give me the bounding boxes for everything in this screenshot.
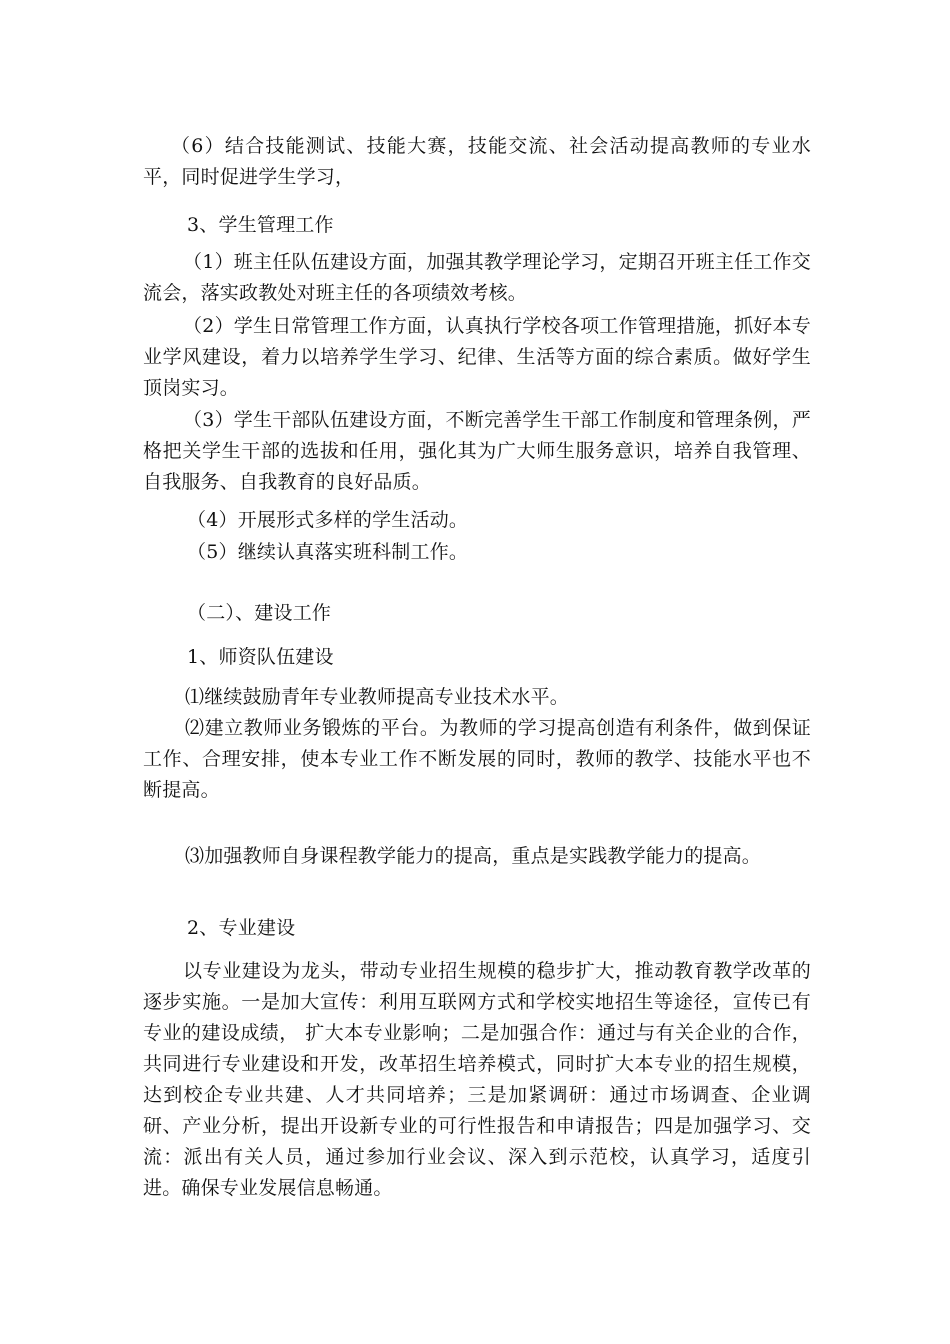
paragraph-major-development: 以专业建设为龙头，带动专业招生规模的稳步扩大，推动教育教学改革的逐步实施。一是加大宣传：利用互联网方式和学校实地招生等途径，宣传已有专业的建设成绩， 扩大本专业影响；二是加强合作：通过与有关企业的合作，共同进行专业建设和开发，改革招生培养模式，同时扩大本专业的招生规模，达到校企专业共建、人才共同培养；三是加紧调研：通过市场调查、企业调研、产业分析，提出开设新专业的可行性报告和申请报告；四是加强学习、交流：派出有关人员，通过参加行业会议、深入到示范校，认真学习，适度引进。确保专业发展信息畅通。 <box>143 960 811 1199</box>
paragraph-teaching-ability: ⑶加强教师自身课程教学能力的提高，重点是实践教学能力的提高。 <box>185 845 762 867</box>
paragraph-2-daily-management: （2）学生日常管理工作方面，认真执行学校各项工作管理措施，抓好本专业学风建设，着力以培养学生学习、纪律、生活等方面的综合素质。做好学生顶岗实习。 <box>143 315 811 399</box>
heading-teacher-team: 1、师资队伍建设 <box>187 646 334 668</box>
heading-construction-work: （二）、建设工作 <box>187 602 332 624</box>
paragraph-3-student-cadres: （3）学生干部队伍建设方面，不断完善学生干部工作制度和管理条例，严格把关学生干部的选拔和任用，强化其为广大师生服务意识，培养自我管理、自我服务、自我教育的良好品质。 <box>143 409 811 493</box>
paragraph-1-head-teachers: （1）班主任队伍建设方面，加强其教学理论学习，定期召开班主任工作交流会，落实政教处对班主任的各项绩效考核。 <box>143 251 811 304</box>
paragraph-encourage-teachers: ⑴继续鼓励青年专业教师提高专业技术水平。 <box>185 686 570 708</box>
heading-student-management: 3、学生管理工作 <box>187 214 334 236</box>
paragraph-training-platform: ⑵建立教师业务锻炼的平台。为教师的学习提高创造有利条件，做到保证工作、合理安排，使本专业工作不断发展的同时，教师的教学、技能水平也不断提高。 <box>143 717 811 801</box>
paragraph-5-class-system: （5）继续认真落实班科制工作。 <box>187 541 469 563</box>
paragraph-4-activities: （4）开展形式多样的学生活动。 <box>187 509 469 531</box>
heading-major-construction: 2、专业建设 <box>187 917 296 939</box>
paragraph-6-skills: （6）结合技能测试、技能大赛，技能交流、社会活动提高教师的专业水平，同时促进学生学习， <box>143 135 811 188</box>
